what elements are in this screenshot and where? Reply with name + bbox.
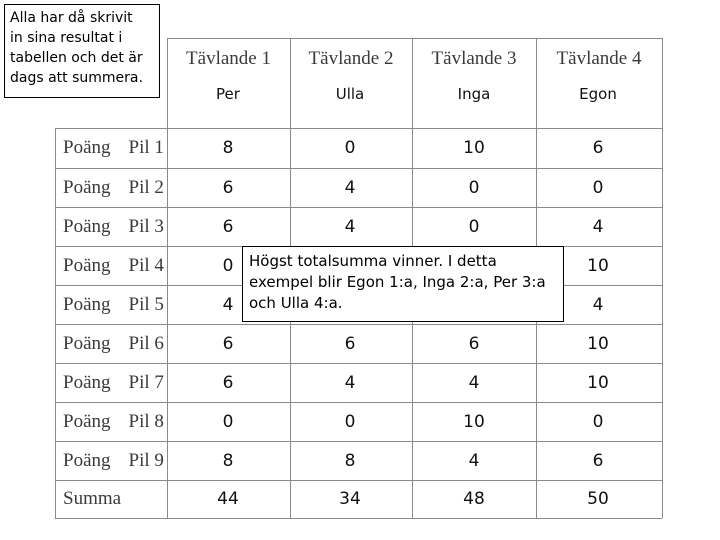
- note-line: Alla har då skrivit: [10, 10, 133, 26]
- row-label: [55, 246, 167, 285]
- score-cell: 4: [592, 294, 604, 315]
- sum-cell: 44: [217, 489, 239, 509]
- player-name: Inga: [457, 85, 491, 103]
- score-cell: 6: [222, 372, 234, 393]
- score-cell: 0: [344, 411, 356, 432]
- player-name: Per: [216, 85, 240, 103]
- instruction-note: [4, 4, 160, 98]
- row-label-poang: Poäng: [63, 176, 111, 198]
- row-label: [55, 168, 167, 207]
- note-line: exempel blir Egon 1:a, Inga 2:a, Per 3:a: [249, 273, 546, 291]
- sum-label: Summa: [63, 488, 122, 509]
- score-cell: 6: [222, 333, 234, 354]
- score-cell: 4: [592, 216, 604, 237]
- score-cell: 0: [468, 177, 480, 198]
- column-header: Tävlande 2: [308, 48, 394, 69]
- score-cell: 4: [344, 216, 356, 237]
- score-cell: 10: [463, 138, 485, 158]
- row-label: [55, 324, 167, 363]
- row-label: [55, 285, 167, 324]
- sum-cell: 34: [339, 489, 361, 509]
- row-label-poang: Poäng: [63, 137, 111, 158]
- score-cell: 10: [587, 333, 609, 354]
- note-line: och Ulla 4:a.: [249, 294, 343, 312]
- row-label: [55, 207, 167, 246]
- table-row-line: [55, 518, 662, 519]
- score-cell: 4: [344, 372, 356, 393]
- table-col-line: [167, 38, 168, 518]
- row-label: [55, 441, 167, 480]
- column-header: Tävlande 3: [431, 48, 517, 69]
- sum-cell: 48: [463, 489, 485, 509]
- note-line: dags att summera.: [10, 70, 143, 86]
- score-cell: 10: [587, 255, 609, 276]
- score-cell: 4: [468, 372, 480, 393]
- score-cell: 6: [222, 177, 234, 198]
- score-cell: 8: [344, 450, 356, 471]
- score-cell: 0: [592, 177, 604, 198]
- column-header: Tävlande 1: [186, 48, 271, 69]
- score-cell: 4: [222, 294, 234, 315]
- player-name: Ulla: [335, 85, 365, 103]
- score-cell: 6: [592, 138, 604, 158]
- score-cell: 6: [222, 216, 234, 237]
- player-name: Egon: [579, 85, 617, 103]
- row-label-pil: Pil 8: [128, 410, 164, 432]
- note-line: in sina resultat i: [10, 30, 123, 46]
- row-label-pil: Pil 7: [128, 371, 164, 393]
- row-label-pil: Pil 5: [128, 293, 164, 315]
- row-label: [55, 363, 167, 402]
- row-label: [55, 402, 167, 441]
- row-label-poang: Poäng: [63, 410, 111, 432]
- row-label-pil: Pil 4: [128, 254, 164, 276]
- score-cell: 10: [587, 372, 609, 393]
- row-label-pil: Pil 2: [128, 176, 164, 198]
- column-header: Tävlande 4: [556, 48, 642, 69]
- score-cell: 8: [222, 450, 234, 471]
- row-label-pil: Pil 6: [128, 332, 164, 354]
- score-cell: 6: [468, 333, 480, 354]
- note-line: Högst totalsumma vinner. I detta: [249, 252, 497, 270]
- score-cell: 0: [468, 216, 480, 237]
- row-label-poang: Poäng: [63, 449, 111, 471]
- score-cell: 0: [344, 138, 356, 158]
- score-cell: 6: [592, 450, 604, 471]
- row-label-poang: Poäng: [63, 332, 111, 354]
- score-cell: 10: [463, 411, 485, 432]
- row-label-poang: Poäng: [63, 293, 111, 315]
- row-label-poang: Poäng: [63, 215, 111, 237]
- row-label: [55, 128, 167, 168]
- table-col-line: [662, 38, 663, 518]
- score-cell: 6: [344, 333, 356, 354]
- row-label-poang: Poäng: [63, 254, 111, 276]
- score-cell: 8: [222, 138, 234, 158]
- row-label-pil: Pil 1: [128, 137, 164, 158]
- result-note: [242, 246, 564, 322]
- note-line: tabellen och det är: [10, 50, 143, 66]
- table-border-top: [167, 38, 662, 39]
- score-cell: 0: [222, 255, 234, 276]
- score-cell: 0: [222, 411, 234, 432]
- score-cell: 4: [344, 177, 356, 198]
- score-cell: 4: [468, 450, 480, 471]
- row-label-poang: Poäng: [63, 371, 111, 393]
- row-label-pil: Pil 3: [128, 215, 164, 237]
- row-label-pil: Pil 9: [128, 449, 164, 471]
- score-cell: 0: [592, 411, 604, 432]
- sum-cell: 50: [587, 489, 609, 509]
